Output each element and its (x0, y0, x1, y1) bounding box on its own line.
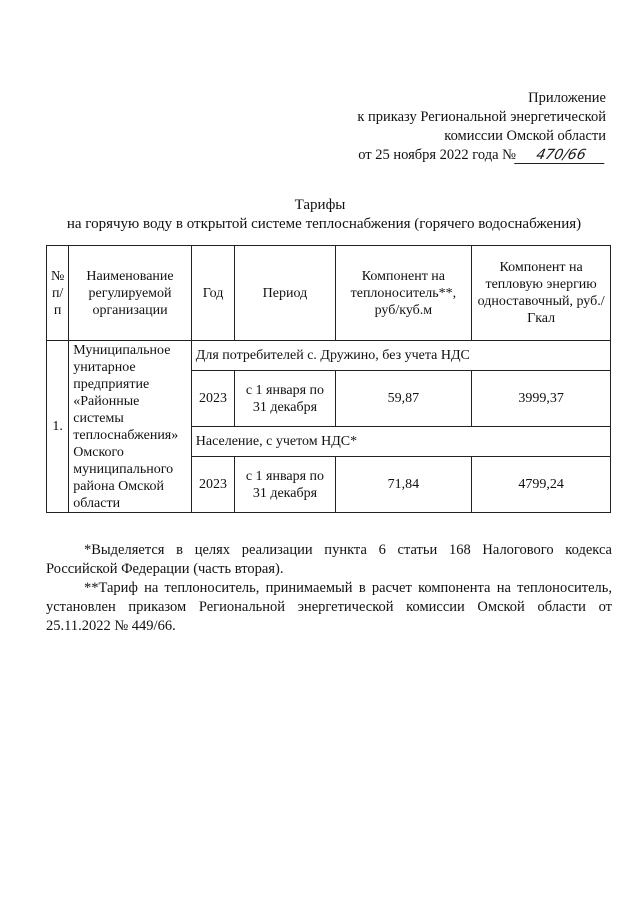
appendix-header (357, 89, 606, 165)
cell-year: 2023 (191, 371, 235, 427)
appendix-order-date (357, 146, 606, 165)
footnote-carrier-tariff: **Тариф на теплоноситель, принимаемый в расчет компонента на теплоноситель, установлен приказом Региональной энергетической комиссии Омской области от 25.11.2022 № 449/66. (46, 580, 612, 634)
header-year: Год (191, 246, 235, 341)
order-date-text: от 25 ноября 2022 года № (358, 147, 516, 163)
appendix-commission: комиссии Омской области (444, 128, 606, 144)
appendix-order-ref: к приказу Региональной энергетической (357, 109, 606, 125)
table-header-row (47, 246, 611, 341)
footnote-vat: *Выделяется в целях реализации пункта 6 статьи 168 Налогового кодекса Российской Федерации (часть вторая). (46, 542, 612, 577)
header-num: № п/п (47, 246, 69, 341)
cell-energy: 4799,24 (472, 457, 611, 513)
cell-year: 2023 (191, 457, 235, 513)
cell-period: с 1 января по 31 декабря (235, 371, 335, 427)
group-label-druzhino: Для потребителей с. Дружино, без учета НДС (191, 341, 610, 371)
table-row (47, 341, 611, 371)
header-carrier: Компонент на теплоноситель**, руб/куб.м (335, 246, 472, 341)
cell-carrier: 71,84 (335, 457, 472, 513)
cell-energy: 3999,37 (472, 371, 611, 427)
cell-period: с 1 января по 31 декабря (235, 457, 335, 513)
order-number-handwritten: 470/66 (514, 147, 608, 164)
header-period: Период (235, 246, 335, 341)
group-label-population: Население, с учетом НДС* (191, 427, 610, 457)
row-num: 1. (47, 341, 69, 513)
appendix-title: Приложение (528, 90, 606, 106)
title-main: Тарифы (294, 197, 346, 213)
document-title (0, 196, 640, 234)
header-energy: Компонент на тепловую энергию одноставочный, руб./Гкал (472, 246, 611, 341)
row-organization: Муниципальное унитарное предприятие «Районные системы теплоснабжения» Омского муниципального района Омской области (69, 341, 192, 513)
tariff-table (46, 245, 611, 513)
cell-carrier: 59,87 (335, 371, 472, 427)
header-org: Наименование регулируемой организации (69, 246, 192, 341)
footnotes (46, 541, 612, 636)
title-subtitle: на горячую воду в открытой системе теплоснабжения (горячего водоснабжения) (66, 216, 582, 232)
